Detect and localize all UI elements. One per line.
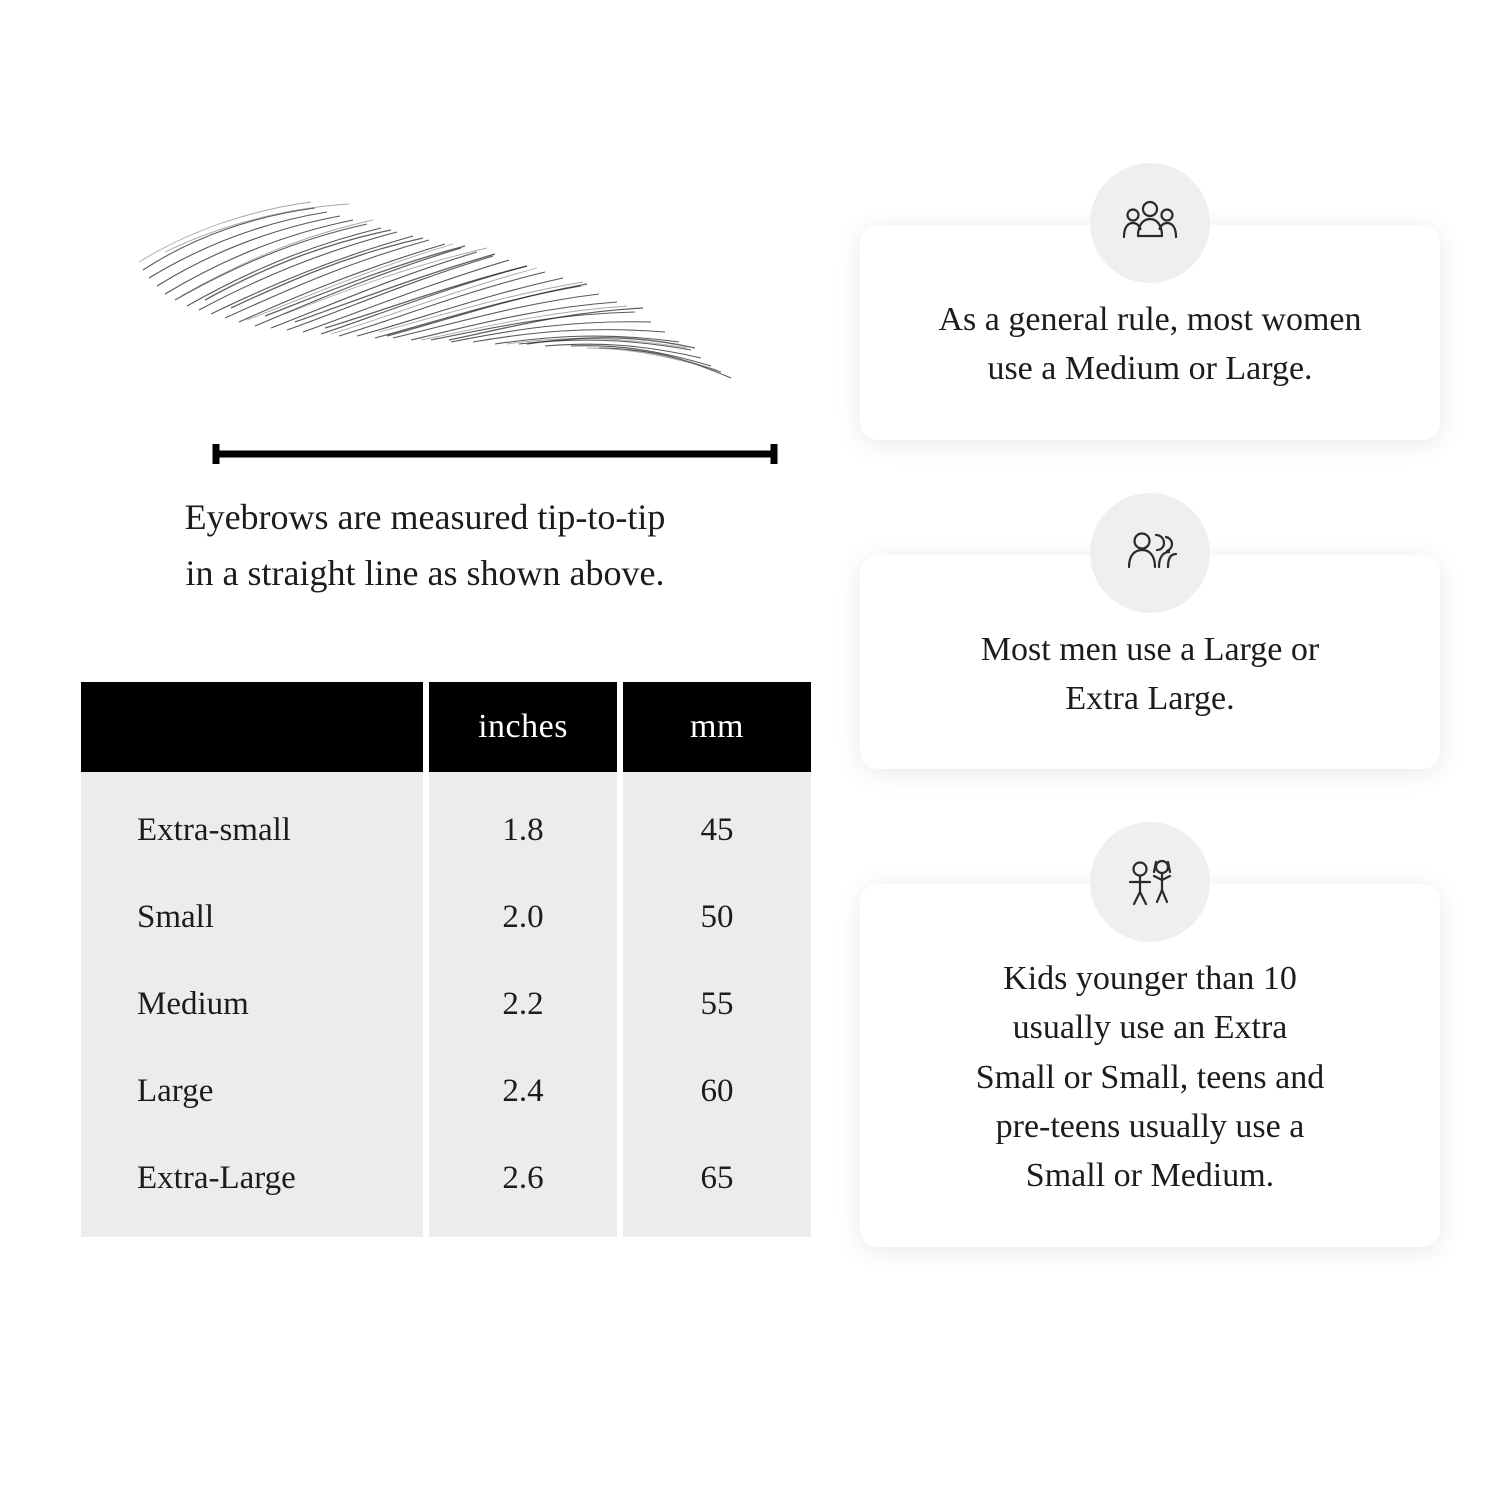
note-line: Small or Small, teens and bbox=[975, 1058, 1325, 1096]
header-size-name bbox=[81, 682, 423, 772]
note-text-men bbox=[906, 625, 1394, 724]
table-row bbox=[81, 874, 811, 961]
table-row bbox=[81, 1135, 811, 1237]
women-group-glyph bbox=[1118, 191, 1182, 255]
note-line: use a Medium or Large. bbox=[987, 350, 1313, 388]
table-row bbox=[81, 1048, 811, 1135]
cell-mm: 60 bbox=[623, 1048, 811, 1135]
cell-inches: 2.2 bbox=[429, 961, 617, 1048]
cell-mm: 55 bbox=[623, 961, 811, 1048]
note-text-women bbox=[906, 295, 1394, 394]
note-line: Small or Medium. bbox=[1025, 1157, 1275, 1195]
table-body bbox=[81, 772, 811, 1237]
note-text-kids bbox=[906, 954, 1394, 1200]
women-group-icon bbox=[1090, 163, 1210, 283]
note-line: As a general rule, most women bbox=[938, 301, 1362, 338]
table-row bbox=[81, 961, 811, 1048]
table-header-row bbox=[81, 682, 811, 772]
cell-size-name: Medium bbox=[81, 961, 423, 1048]
caption-line-2: in a straight line as shown above. bbox=[185, 552, 665, 593]
size-chart-table bbox=[75, 682, 817, 1237]
cell-inches: 2.6 bbox=[429, 1135, 617, 1237]
cell-size-name: Small bbox=[81, 874, 423, 961]
note-line: usually use an Extra bbox=[1012, 1009, 1288, 1047]
cell-size-name: Extra-small bbox=[81, 772, 423, 874]
figure-caption bbox=[75, 490, 775, 602]
kids-glyph bbox=[1118, 850, 1182, 914]
eyebrow-illustration-icon bbox=[135, 150, 755, 390]
eyebrow-figure bbox=[135, 150, 775, 480]
cell-inches: 2.4 bbox=[429, 1048, 617, 1135]
cell-inches: 1.8 bbox=[429, 772, 617, 874]
cell-mm: 45 bbox=[623, 772, 811, 874]
note-card-women bbox=[860, 225, 1440, 440]
table-header bbox=[81, 682, 811, 772]
men-group-glyph bbox=[1118, 521, 1182, 585]
guidance-notes bbox=[860, 155, 1440, 1362]
kids-icon bbox=[1090, 822, 1210, 942]
header-mm: mm bbox=[623, 682, 811, 772]
table-row bbox=[81, 772, 811, 874]
header-inches: inches bbox=[429, 682, 617, 772]
men-group-icon bbox=[1090, 493, 1210, 613]
cell-mm: 65 bbox=[623, 1135, 811, 1237]
note-line: pre-teens usually use a bbox=[995, 1108, 1305, 1146]
cell-mm: 50 bbox=[623, 874, 811, 961]
cell-size-name: Extra-Large bbox=[81, 1135, 423, 1237]
note-card-kids bbox=[860, 884, 1440, 1246]
cell-size-name: Large bbox=[81, 1048, 423, 1135]
note-line: Most men use a Large or bbox=[980, 630, 1320, 668]
measurement-section bbox=[75, 150, 795, 1237]
cell-inches: 2.0 bbox=[429, 874, 617, 961]
note-card-men bbox=[860, 555, 1440, 770]
caption-line-1: Eyebrows are measured tip-to-tip bbox=[184, 497, 666, 537]
measurement-line-icon bbox=[210, 442, 780, 466]
note-line: Extra Large. bbox=[1065, 679, 1235, 717]
note-line: Kids younger than 10 bbox=[1003, 960, 1297, 998]
